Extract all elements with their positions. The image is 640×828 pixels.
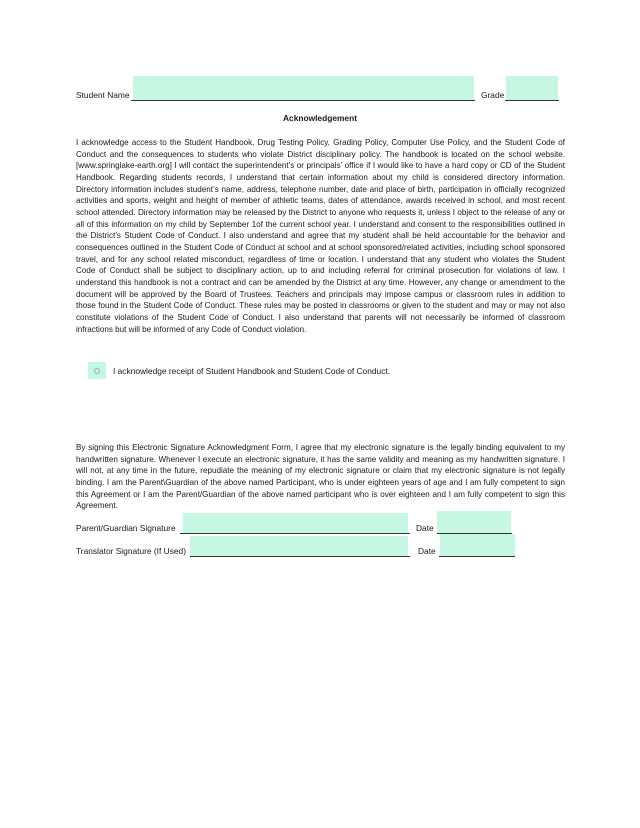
student-name-input[interactable] bbox=[133, 76, 474, 100]
translator-date-input[interactable] bbox=[440, 534, 515, 556]
signature-paragraph: By signing this Electronic Signature Acknowledgment Form, I agree that my electronic signature is the legally binding equivalent to my handwritten signature. Whenever I execute an electronic signature, it has the same validity and meaning as my handwritten signature. I will not, at any time in the future, repudiate the meaning of my electronic signature or claim that my electronic signature is not legally binding. I am the Parent\Guardian of the above named Participant, who is under eighteen years of age and I am fully competent to sign this Agreement or I am the Parent/Guardian of the above named participant who is over eighteen and I am fully competent to sign this Agreement. bbox=[76, 443, 565, 511]
translator-date-underline bbox=[439, 556, 515, 557]
receipt-checkbox[interactable] bbox=[88, 362, 106, 379]
acknowledgement-paragraph: I acknowledge access to the Student Handbook, Drug Testing Policy, Grading Policy, Computer Use Policy, and the Student Code of Conduct and the consequences to students who violate District disciplinary policy. The handbook is located on the school website. [www.springlake-earth.org] I will contact the superintendent’s or principals’ office if I would like to have a hard copy or CD of the Student Handbook. Regarding students records, I understand that certain information about my child is considered directory information. Directory information includes student’s name, address, telephone number, date and place of birth, participation in officially recognized activities and sports, weight and height of member of athletic teams, dates of attendance, awards received in school, and most recent school attended. Directory information may be released by the District to anyone who requests it, unless I object to the release of any or all of this information on my child by September 1of the current school year. I understand and consent to the responsibilities outlined in the District’s Student Code of Conduct. I also understand and agree that my student shall be held accountable for the behavior and consequences outlined in the Student Code of Conduct at school and at school sponsored/related activities, including school sponsored travel, and for any school related misconduct, regardless of time or location. I understand that any student who violates the Student Code of Conduct shall be subject to disciplinary action, up to and including referral for criminal prosecution for violations of law. I understand this handbook is not a contract and can be amended by the District at any time. However, any change or amendment to the document will be approved by the Board of Trustees. Teachers and principals may impose campus or classroom rules in addition to those found in the Student Code of Conduct. These rules may be posted in classrooms or given to the student and may or may not also constitute violations of the Student Code of Conduct. I also understand that parents will not necessarily be informed of classroom infractions but will be informed of any Code of Conduct violation. bbox=[76, 138, 565, 334]
grade-input[interactable] bbox=[506, 76, 558, 100]
translator-signature-underline bbox=[190, 556, 410, 557]
student-name-label: Student Name bbox=[76, 90, 130, 100]
parent-date-label: Date bbox=[416, 523, 434, 533]
translator-signature-label: Translator Signature (If Used) bbox=[76, 546, 187, 556]
page-title: Acknowledgement bbox=[283, 113, 357, 123]
translator-date-label: Date bbox=[418, 546, 436, 556]
translator-signature-input[interactable] bbox=[190, 536, 408, 556]
receipt-label: I acknowledge receipt of Student Handbook and Student Code of Conduct. bbox=[113, 366, 391, 376]
parent-date-input[interactable] bbox=[437, 511, 511, 533]
student-name-underline bbox=[131, 100, 475, 101]
checkbox-radio-icon bbox=[94, 368, 100, 374]
parent-signature-underline bbox=[180, 533, 410, 534]
parent-signature-label: Parent/Guardian Signature bbox=[76, 523, 176, 533]
grade-underline bbox=[505, 100, 559, 101]
grade-label: Grade bbox=[481, 90, 505, 100]
parent-signature-input[interactable] bbox=[183, 513, 408, 533]
